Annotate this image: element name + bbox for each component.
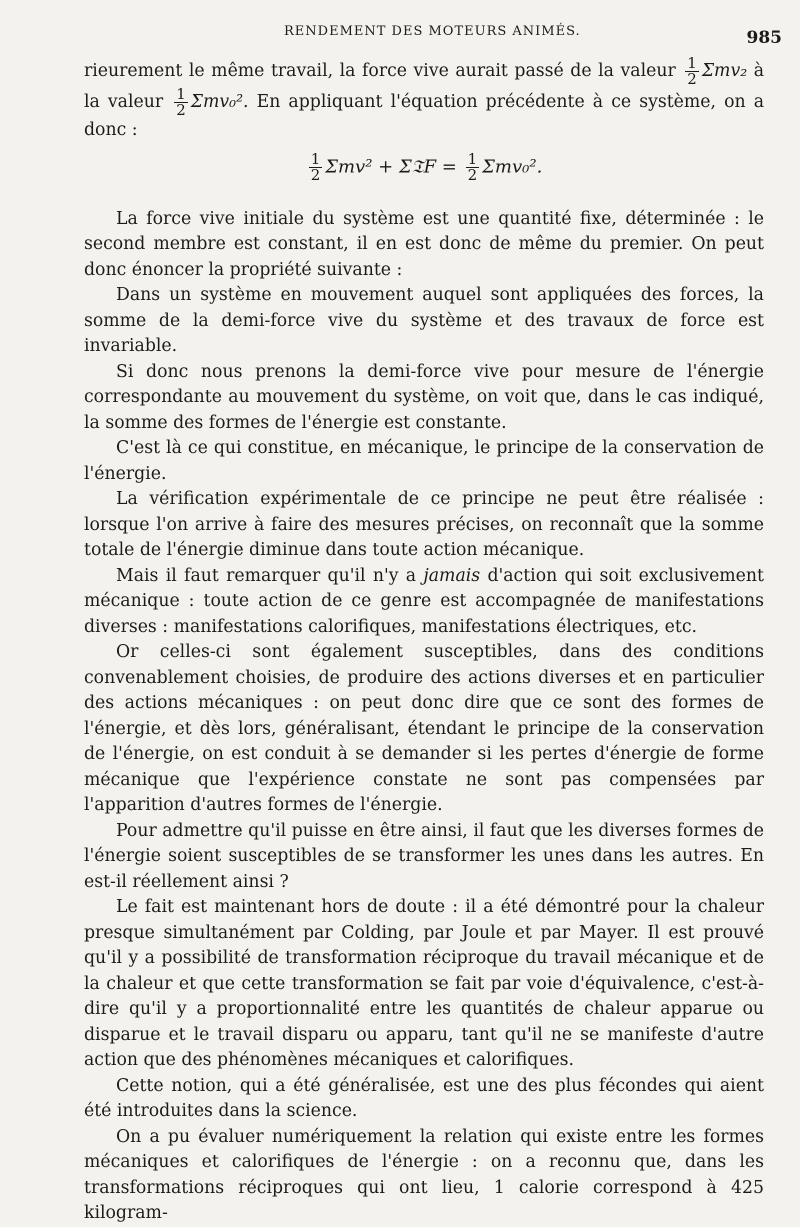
body-text bbox=[84, 56, 764, 1227]
fraction-half-2: $\frac{1}{2}$ bbox=[176, 85, 186, 119]
paragraph: Dans un système en mouvement auquel sont appliquées des forces, la somme de la demi-force vive du système et des travaux de force est invariable. bbox=[84, 285, 764, 356]
eq-right-side: Σmv₀². bbox=[482, 156, 543, 177]
eq-fraction-right: $\frac{1}{2}$ bbox=[467, 149, 478, 184]
intro-text-2: à la valeur bbox=[84, 61, 764, 112]
running-title: RENDEMENT DES MOTEURS ANIMÉS. bbox=[284, 24, 581, 39]
intro-text-3: En appliquant l'équation précédente à ce système, on a donc : bbox=[84, 92, 764, 140]
paragraph-jamais: Mais il faut remarquer qu'il n'y a jamais d'action qui soit exclusivement mécanique : toute action de ce genre est accompagnée de manifestations diverses : manifestations calorifiques, manifestations électriques, etc. bbox=[84, 565, 764, 637]
paragraph-intro bbox=[84, 56, 764, 144]
expr-sum-mv2: Σmv₂ bbox=[701, 61, 748, 81]
paragraph: Si donc nous prenons la demi-force vive pour mesure de l'énergie correspondante au mouvement du système, on voit que, dans le cas indiqué, la somme des formes de l'énergie est constante. bbox=[84, 361, 764, 433]
paragraph: On a pu évaluer numériquement la relation qui existe entre les formes mécaniques et calorifiques de l'énergie : on a reconnu que, dans les transformations réciproques qui ont lieu, 1 calorie correspond à 425 kilogram- bbox=[84, 1126, 764, 1223]
eq-fraction-left: $\frac{1}{2}$ bbox=[310, 149, 321, 184]
fraction-half: $\frac{1}{2}$ bbox=[687, 54, 697, 88]
emphasis-jamais: jamais bbox=[423, 565, 481, 586]
equation-display bbox=[84, 149, 764, 184]
paragraph: Pour admettre qu'il puisse en être ainsi, il faut que les diverses formes de l'énergie soient susceptibles de se transformer les unes dans les autres. En est-il réellement ainsi ? bbox=[84, 820, 764, 892]
paragraph: La force vive initiale du système est une quantité fixe, déterminée : le second membre est constant, il en est donc de même du premier. On peut donc énoncer la propriété suivante : bbox=[84, 208, 764, 280]
paragraph: La vérification expérimentale de ce principe ne peut être réalisée : lorsque l'on arrive à faire des mesures précises, on reconnaît que la somme totale de l'énergie diminue dans toute action mécanique. bbox=[84, 489, 764, 560]
paragraph: Or celles-ci sont également susceptibles, dans des conditions convenablement choisies, de produire des actions diverses et en particulier des actions mécaniques : on peut donc dire que ce sont des formes de l'énergie, et dès lors, généralisant, étendant le principe de la conservation de l'énergie, on est conduit à se demander si les pertes d'énergie de forme mécanique que l'expérience constate ne sont pas compensées par l'apparition d'autres formes de l'énergie. bbox=[84, 642, 764, 815]
intro-text-1: rieurement le même travail, la force vive aurait passé de la valeur bbox=[84, 61, 676, 81]
page-header bbox=[0, 20, 800, 48]
paragraph: Cette notion, qui a été généralisée, est une des plus fécondes qui aient été introduites dans la science. bbox=[84, 1075, 764, 1121]
paragraph: Le fait est maintenant hors de doute : il a été démontré pour la chaleur presque simultanément par Colding, par Joule et par Mayer. Il est prouvé qu'il y a possibilité de transformation réciproque du travail mécanique et de la chaleur et que cette transformation se fait par voie d'équivalence, c'est-à-dire qu'il y a proportionnalité entre les quantités de chaleur apparue ou disparue et le travail disparu ou apparu, tant qu'il ne se manifeste d'autre action que des phénomènes mécaniques et calorifiques. bbox=[84, 897, 764, 1070]
expr-sum-mv0: Σmv₀². bbox=[190, 92, 249, 112]
eq-left-side: Σmv² + Σ𝔗F = bbox=[325, 156, 463, 177]
paragraph: C'est là ce qui constitue, en mécanique, le principe de la conservation de l'énergie. bbox=[84, 438, 764, 484]
page-number: 985 bbox=[746, 28, 782, 48]
